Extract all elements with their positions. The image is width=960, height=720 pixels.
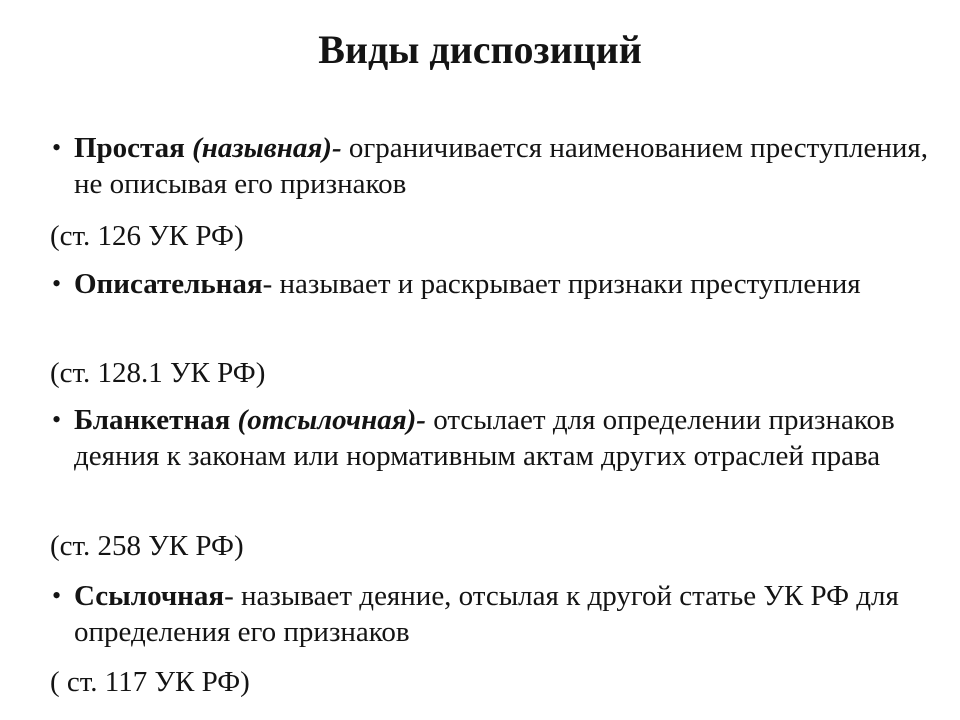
article-reference: ( ст. 117 УК РФ) xyxy=(50,666,250,698)
term: Ссылочная xyxy=(74,580,225,612)
description: - называет деяние, отсылая к другой статье УК РФ для определения его признаков xyxy=(74,580,899,648)
bullet-icon: • xyxy=(52,133,62,162)
qualifier: (отсылочная)- xyxy=(237,404,426,436)
list-item-reference xyxy=(52,578,932,650)
bullet-icon: • xyxy=(52,581,62,610)
list-item-text xyxy=(74,402,932,474)
page-title: Виды диспозиций xyxy=(318,27,642,72)
bullet-icon: • xyxy=(52,269,62,298)
article-reference: (ст. 126 УК РФ) xyxy=(50,220,244,252)
list-item-descriptive xyxy=(52,266,932,302)
term: Описательная xyxy=(74,268,263,300)
list-item-blanket xyxy=(52,402,932,474)
list-item-text xyxy=(74,130,932,202)
article-reference: (ст. 258 УК РФ) xyxy=(50,530,244,562)
list-item-simple xyxy=(52,130,932,202)
term: Бланкетная xyxy=(74,404,231,436)
bullet-icon: • xyxy=(52,405,62,434)
list-item-text xyxy=(74,578,932,650)
term: Простая xyxy=(74,132,185,164)
description: отсылает для определении признаков деяния к законам или нормативным актам других отраслей права xyxy=(74,404,895,472)
qualifier: (назывная)- xyxy=(192,132,342,164)
description: - называет и раскрывает признаки преступления xyxy=(262,268,861,300)
article-reference: (ст. 128.1 УК РФ) xyxy=(50,357,266,389)
list-item-text xyxy=(74,266,932,302)
description: ограничивается наименованием преступления, не описывая его признаков xyxy=(74,132,928,200)
